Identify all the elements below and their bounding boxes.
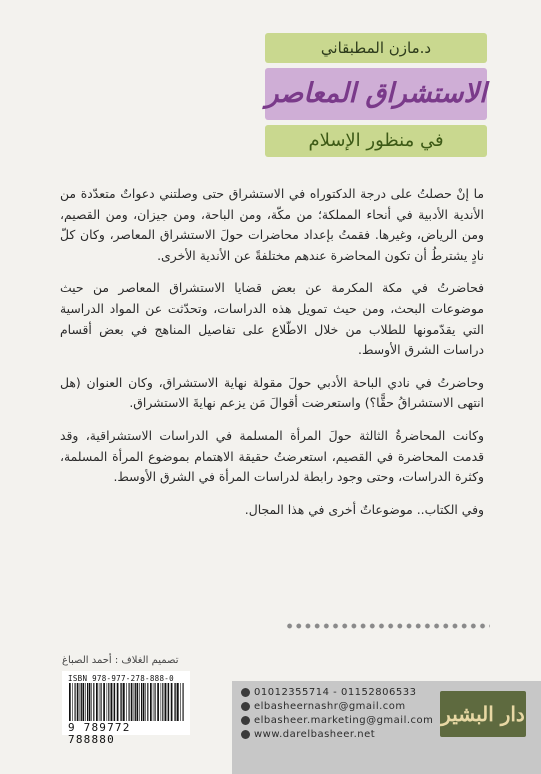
- barcode-bar: [183, 683, 184, 721]
- barcode-bar: [114, 683, 115, 721]
- barcode-bar: [180, 683, 181, 721]
- email-icon: [241, 716, 250, 725]
- barcode-bar: [174, 683, 175, 721]
- email-row-2: [241, 713, 433, 727]
- barcode-bar: [171, 683, 173, 721]
- barcode-bar: [175, 683, 176, 721]
- blurb-paragraph: وحاضرتُ في نادي الباحة الأدبي حولَ مقولة نهاية الاستشراق، وكان العنوان (هل انتهى الاستشراقُ حقًّا؟) واستعرضت أقوالَ مَن يزعم نهايةَ الاستشراق.: [60, 374, 484, 411]
- barcode-bar: [134, 683, 135, 721]
- barcode-bar: [81, 683, 82, 721]
- blurb-text: [60, 184, 484, 532]
- barcode-bar: [150, 683, 152, 721]
- barcode-bar: [75, 683, 76, 721]
- barcode-bar: [121, 683, 122, 721]
- title-banner: [265, 68, 487, 120]
- globe-icon: [241, 730, 250, 739]
- barcode-bar: [131, 683, 133, 721]
- isbn-number: ISBN 978-977-278-888-0: [68, 674, 174, 683]
- cover-designer-credit: تصميم الغلاف : أحمد الصباغ: [62, 655, 179, 666]
- barcode-bar: [135, 683, 136, 721]
- barcode-bar: [167, 683, 168, 721]
- dotted-divider: [285, 622, 490, 630]
- barcode-bar: [93, 683, 94, 721]
- author-banner: [265, 33, 487, 63]
- book-title: الاستشراق المعاصر: [265, 78, 487, 109]
- phone-numbers: 01012355714 - 01152806533: [254, 686, 417, 698]
- barcode-bar: [107, 683, 108, 721]
- barcode-bar: [147, 683, 148, 721]
- barcode-bar: [137, 683, 139, 721]
- blurb-paragraph: وكانت المحاضرةُ الثالثة حولَ المرأة المسلمة في الدراسات الاستشراقية، وقد قدمت المحاضرة في القصيم، استعرضتُ حقيقة الاهتمام بموضوع المرأة المسلمة، وكثرة الدراسات، وحتى وجود رابطة لدراسات المرأة في الشرق الأوسط.: [60, 427, 484, 485]
- barcode-bars: [68, 683, 184, 721]
- barcode-bar: [117, 683, 119, 721]
- isbn-barcode: [62, 671, 190, 746]
- email-address-1[interactable]: elbasheernashr@gmail.com: [254, 700, 406, 712]
- barcode-bar: [145, 683, 146, 721]
- barcode-bar: [177, 683, 179, 721]
- barcode-bar: [99, 683, 100, 721]
- barcode-bar: [89, 683, 91, 721]
- subtitle-banner: [265, 125, 487, 157]
- book-subtitle: في منظور الإسلام: [308, 130, 444, 151]
- barcode-bar: [101, 683, 102, 721]
- barcode-bar: [155, 683, 156, 721]
- barcode-bar: [83, 683, 85, 721]
- barcode-bar: [108, 683, 109, 721]
- barcode-bar: [143, 683, 145, 721]
- publisher-logo: [440, 691, 526, 737]
- barcode-bar: [165, 683, 167, 721]
- barcode-bar: [168, 683, 169, 721]
- publisher-band: [232, 681, 541, 774]
- email-icon: [241, 702, 250, 711]
- barcode-bar: [113, 683, 114, 721]
- barcode-bar: [157, 683, 159, 721]
- barcode-bar: [69, 683, 71, 721]
- barcode-bar: [139, 683, 140, 721]
- barcode-bar: [129, 683, 130, 721]
- barcode-bar: [96, 683, 98, 721]
- barcode-bar: [77, 683, 79, 721]
- blurb-paragraph: فحاضرتُ في مكة المكرمة عن بعض قضايا الاستشراق المعاصر من حيث موضوعات البحث، ومن حيث تمويل هذه الدراسات، وتحدّثت عن المواد الدراسية التي يقدّمونها للطلاب من خلال الاطّلاع على تفاصيل المناهج في بعض أقسام دراسات الشرق الأوسط.: [60, 280, 484, 358]
- blurb-paragraph: ما إنْ حصلتُ على درجة الدكتوراه في الاستشراق حتى وصلتني دعواتٌ متعدّدة من الأندية الأدبية في أنحاء المملكة؛ من مكّة، ومن الباحة، ومن جيزان، ومن القصيم، ومن الرياض، وغيرها. فقمتُ بإعداد محاضرات حولَ الاستشراق المعاصر، وكان كلّ نادٍ يشترطُ أن تكون المحاضرة عندهم مختلفةً عن الأندية الأخرى.: [60, 186, 484, 263]
- barcode-bar: [162, 683, 163, 721]
- phone-icon: [241, 688, 250, 697]
- barcode-bar: [85, 683, 86, 721]
- ean-digits: 9 789772 788880: [68, 721, 131, 746]
- barcode-bar: [141, 683, 142, 721]
- barcode-bar: [161, 683, 162, 721]
- website-url[interactable]: www.darelbasheer.net: [254, 728, 376, 740]
- email-address-2[interactable]: elbasheer.marketing@gmail.com: [254, 714, 434, 726]
- barcode-bar: [91, 683, 92, 721]
- barcode-bar: [87, 683, 88, 721]
- blurb-paragraph: وفي الكتاب.. موضوعاتٌ أخرى في هذا المجال.: [244, 501, 484, 517]
- email-row-1: [241, 699, 406, 713]
- publisher-logo-text: دار البشير: [441, 702, 525, 726]
- barcode-bar: [126, 683, 127, 721]
- barcode-bar: [120, 683, 121, 721]
- barcode-bar: [153, 683, 154, 721]
- website-row: [241, 727, 375, 741]
- barcode-bar: [103, 683, 105, 721]
- author-name: د.مازن المطبقاني: [320, 39, 432, 57]
- barcode-bar: [72, 683, 73, 721]
- phone-row: [241, 685, 416, 699]
- barcode-bar: [80, 683, 81, 721]
- barcode-bar: [111, 683, 113, 721]
- barcode-bar: [123, 683, 125, 721]
